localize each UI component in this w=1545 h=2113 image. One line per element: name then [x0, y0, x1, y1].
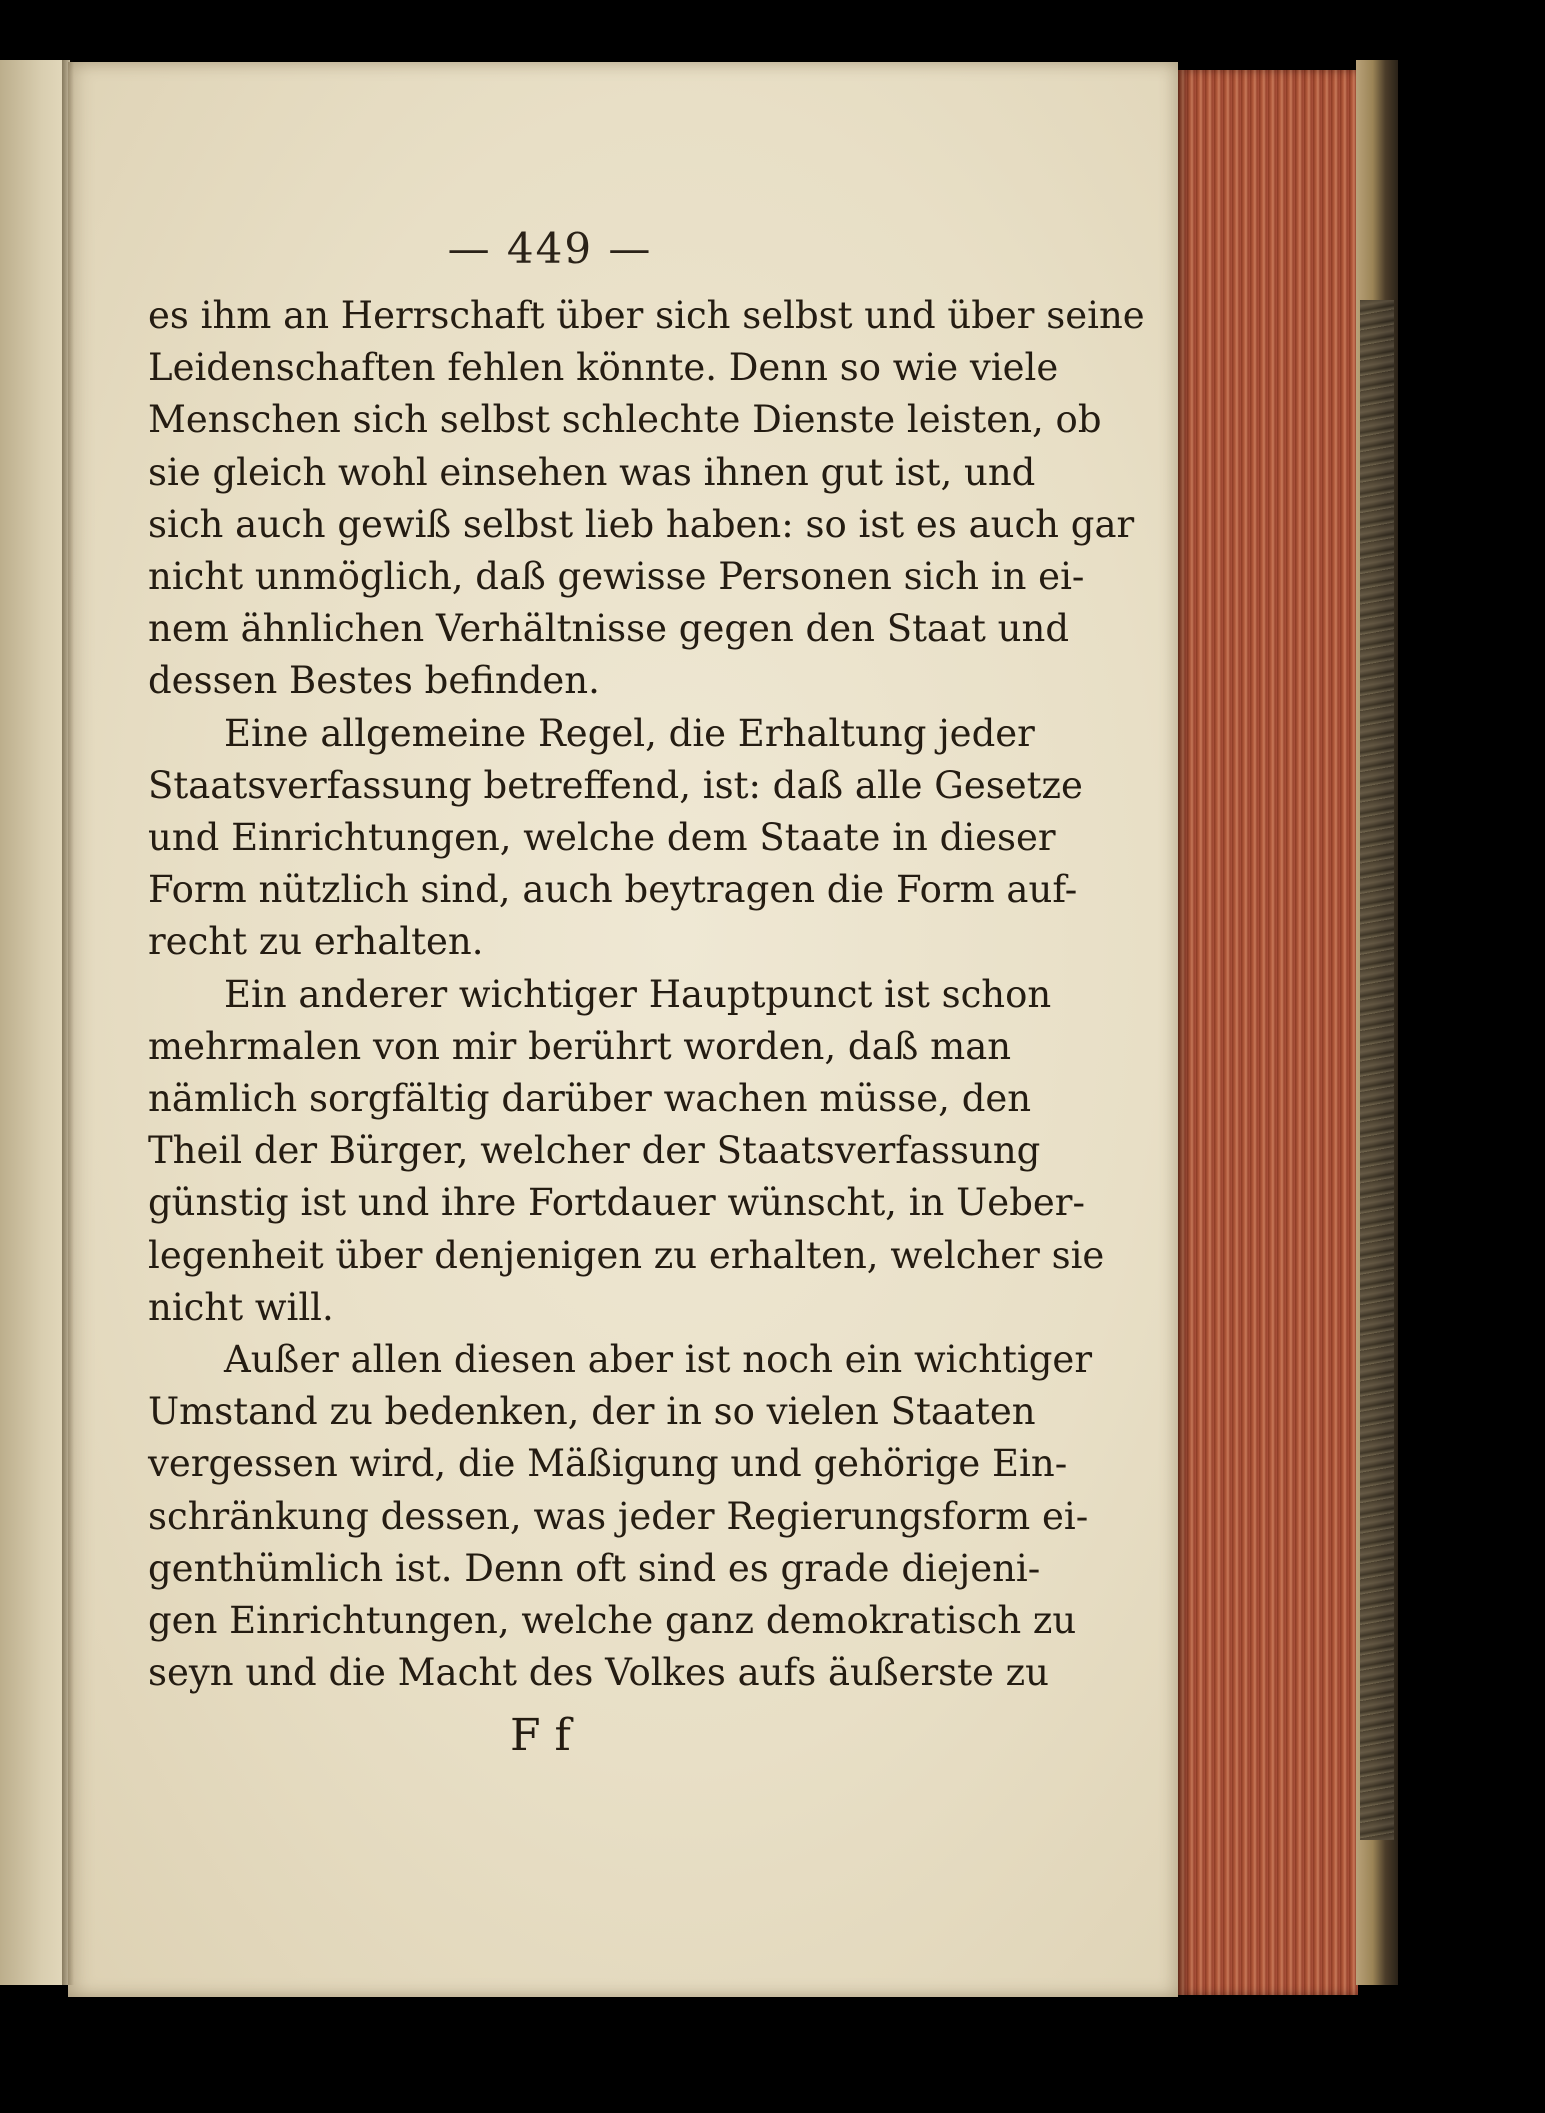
text-line: gen Einrichtungen, welche ganz demokratisch zu	[148, 1599, 1077, 1643]
text-line: vergessen wird, die Mäßigung und gehörige Ein-	[148, 1442, 1068, 1486]
page-edges	[1178, 70, 1358, 1995]
text-line: Theil der Bürger, welcher der Staatsverfassung	[148, 1129, 1041, 1173]
paragraph	[148, 969, 1105, 1334]
text-line: Leidenschaften fehlen könnte. Denn so wie viele	[148, 346, 1059, 390]
text-line: dessen Bestes befinden.	[148, 659, 600, 703]
text-line: und Einrichtungen, welche dem Staate in dieser	[148, 816, 1056, 860]
text-line: Umstand zu bedenken, der in so vielen Staaten	[148, 1390, 1036, 1434]
body-text	[148, 290, 1145, 1699]
text-line: Eine allgemeine Regel, die Erhaltung jeder	[224, 711, 1035, 755]
text-line: mehrmalen von mir berührt worden, daß man	[148, 1024, 1012, 1068]
spine-shadow	[62, 60, 74, 1985]
text-line: nicht will.	[148, 1285, 334, 1329]
text-line: schränkung dessen, was jeder Regierungsform ei-	[148, 1494, 1089, 1538]
text-line: nicht unmöglich, daß gewisse Personen sich in ei-	[148, 555, 1085, 599]
marbled-cover	[1360, 300, 1394, 1840]
text-line: sich auch gewiß selbst lieb haben: so ist es auch gar	[148, 502, 1135, 546]
paragraph	[148, 1334, 1093, 1699]
text-line: Staatsverfassung betreffend, ist: daß alle Gesetze	[148, 763, 1083, 807]
text-line: recht zu erhalten.	[148, 920, 484, 964]
text-line: Menschen sich selbst schlechte Dienste leisten, ob	[148, 398, 1102, 442]
text-line: sie gleich wohl einsehen was ihnen gut ist, und	[148, 450, 1036, 494]
text-line: legenheit über denjenigen zu erhalten, welcher sie	[148, 1233, 1105, 1277]
text-line: nämlich sorgfältig darüber wachen müsse, den	[148, 1077, 1032, 1121]
text-line: seyn und die Macht des Volkes aufs äußerste zu	[148, 1651, 1049, 1695]
text-line: Ein anderer wichtiger Hauptpunct ist schon	[224, 972, 1052, 1016]
paragraph	[148, 708, 1083, 969]
text-line: günstig ist und ihre Fortdauer wünscht, in Ueber-	[148, 1181, 1085, 1225]
text-line: Form nützlich sind, auch beytragen die Form auf-	[148, 868, 1078, 912]
printer-signature: F f	[510, 1710, 571, 1761]
page-number: — 449 —	[447, 224, 653, 273]
text-line: es ihm an Herrschaft über sich selbst und über seine	[148, 294, 1145, 337]
left-page-edge	[0, 60, 70, 1985]
text-line: nem ähnlichen Verhältnisse gegen den Staat und	[148, 607, 1070, 651]
text-line: genthümlich ist. Denn oft sind es grade diejeni-	[148, 1546, 1041, 1590]
text-line: Außer allen diesen aber ist noch ein wichtiger	[224, 1338, 1093, 1382]
paragraph	[148, 290, 1145, 708]
